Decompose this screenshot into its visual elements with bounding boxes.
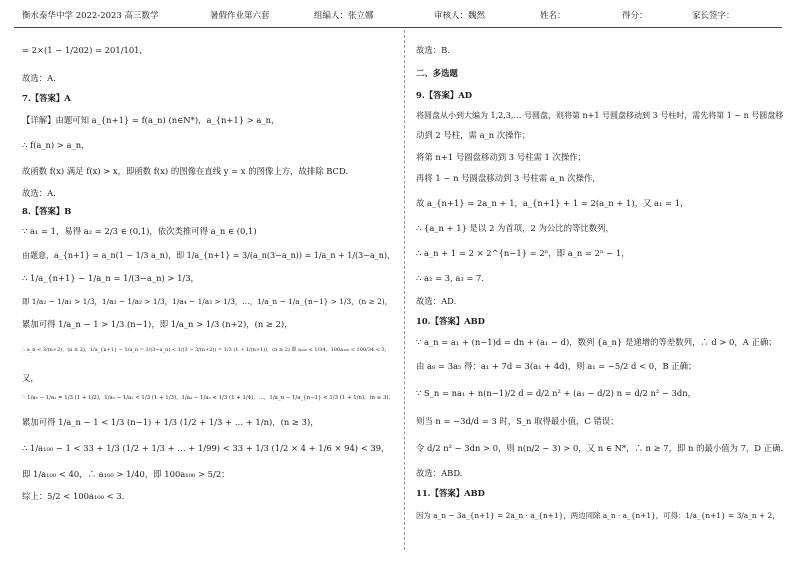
- left-line: ∴ a_n < 3/(n+2)，(n ≥ 2)，1/a_{n+1} − 1/a_n = 1/(3−a_n) < 1/(3 − 3/(n+2)) = 1/3 (1 + 1/(n+1))，(n ≥ 2) 即 a₁₀₀ < 1/34，100a₁₀₀ < 100/34 < 3，: [22, 347, 390, 353]
- reviewer-label: 审核人：魏然: [434, 11, 486, 21]
- left-line: 又，: [22, 373, 39, 383]
- left-line: 即 1/a₂ − 1/a₁ > 1/3，1/a₃ − 1/a₂ > 1/3，1/a₄ − 1/a₃ > 1/3，…，1/a_n − 1/a_{n−1} > 1/3，(n ≥ 2)，: [22, 297, 393, 306]
- right-line: ∴ {a_n + 1} 是以 2 为首项，2 为公比的等比数列，: [416, 223, 614, 233]
- right-line: 故选：AD.: [416, 296, 457, 306]
- right-line: 故选：B.: [416, 45, 450, 55]
- left-line: 综上：5/2 < 100a₁₀₀ < 3.: [22, 491, 125, 501]
- right-line: ∵ S_n = na₁ + n(n−1)/2 d = d/2 n² + (a₁ − d/2) n = d/2 n² − 3dn，: [416, 388, 697, 398]
- right-line: 将第 n+1 号圆盘移动到 3 号柱需 1 次操作；: [416, 152, 586, 162]
- left-line: ∴ 1/a_{n+1} − 1/a_n = 1/(3−a_n) > 1/3，: [22, 273, 199, 283]
- left-line: ∴ f(a_n) > a_n，: [22, 140, 90, 150]
- right-line: 则当 n = −3d/d = 3 时，S_n 取得最小值，C 错误；: [416, 416, 619, 426]
- right-line: 动到 2 号柱，需 a_n 次操作；: [416, 130, 531, 140]
- right-line: ∴ a₂ = 3, a₃ = 7.: [416, 273, 485, 283]
- left-line: 累加可得 1/a_n − 1 < 1/3 (n−1) + 1/3 (1/2 + 1/3 + … + 1/n)，(n ≥ 3)，: [22, 417, 319, 427]
- right-line: 9.【答案】AD: [416, 90, 473, 100]
- left-line: 故选：A.: [22, 188, 56, 198]
- left-line: ∴ 1/a₂ − 1/a₁ = 1/3 (1 + 1/2)，1/a₃ − 1/a₂ < 1/3 (1 + 1/3)，1/a₄ − 1/a₃ < 1/3 (1 + 1/4)，…，1/a_n − 1/a_{n−1} < 1/3 (1 + 1/n)，(n ≥ 3)，: [22, 395, 394, 401]
- right-line: 故选：ABD.: [416, 468, 463, 478]
- assignment-title: 暑假作业第六套: [210, 11, 270, 21]
- score-field-label: 得分：: [622, 11, 648, 21]
- right-line: 再将 1 ~ n 号圆盘移动到 3 号柱需 a_n 次操作，: [416, 173, 601, 183]
- left-line: 8.【答案】B: [22, 206, 72, 216]
- page-header: [0, 0, 794, 28]
- right-line: 11.【答案】ABD: [416, 488, 485, 498]
- right-line: 令 d/2 n² − 3dn > 0，则 n(n/2 − 3) > 0，又 n ∈ N*，∴ n ≥ 7，即 n 的最小值为 7，D 正确.: [416, 443, 784, 453]
- right-line: 10.【答案】ABD: [416, 316, 485, 326]
- right-line: ∴ a_n + 1 = 2 × 2^{n−1} = 2ⁿ，即 a_n = 2ⁿ − 1，: [416, 248, 630, 258]
- right-line: 将圆盘从小到大编为 1,2,3,… 号圆盘，则将第 n+1 号圆盘移动到 3 号柱时，需先将第 1 ~ n 号圆盘移: [416, 111, 784, 120]
- left-column: [22, 33, 398, 553]
- right-line: 由 a₈ = 3a₅ 得：a₁ + 7d = 3(a₁ + 4d)，则 a₁ = −5/2 d < 0，B 正确；: [416, 361, 697, 371]
- name-field-label: 姓名：: [540, 11, 566, 21]
- right-line: 二、多选题: [416, 68, 458, 78]
- left-line: = 2×(1 − 1/202) = 201/101,: [22, 45, 143, 55]
- right-column: [416, 33, 786, 553]
- left-line: 故选：A.: [22, 73, 56, 83]
- parent-signature-label: 家长签字：: [692, 11, 735, 21]
- right-line: 故 a_{n+1} = 2a_n + 1，a_{n+1} + 1 = 2(a_n + 1)，又 a₁ = 1，: [416, 198, 689, 208]
- header-rule: [14, 27, 782, 28]
- left-line: 即 1/a₁₀₀ < 40，∴ a₁₀₀ > 1/40，即 100a₁₀₀ > 5/2；: [22, 469, 230, 479]
- left-line: 故函数 f(x) 满足 f(x) > x，即函数 f(x) 的图像在直线 y = x 的图像上方，故排除 BCD.: [22, 166, 349, 176]
- left-line: 7.【答案】A: [22, 93, 71, 103]
- editor-label: 组编人：张立娜: [314, 11, 374, 21]
- left-line: 由题意，a_{n+1} = a_n(1 − 1/3 a_n)，即 1/a_{n+1} = 3/(a_n(3−a_n)) = 1/a_n + 1/(3−a_n)，: [22, 251, 396, 260]
- right-line: 因为 a_n − 3a_{n+1} = 2a_n · a_{n+1}，两边同除 a_n · a_{n+1}，可得：1/a_{n+1} = 3/a_n + 2，: [416, 511, 780, 520]
- right-line: ∵ a_n = a₁ + (n−1)d = dn + (a₁ − d)，数列 {a_n} 是递增的等差数列，∴ d > 0，A 正确；: [416, 337, 777, 347]
- school-title: 衡水泰华中学 2022-2023 高三数学: [22, 11, 159, 21]
- left-line: ∵ a₁ = 1，易得 a₂ = 2/3 ∈ (0,1)，依次类推可得 a_n ∈ (0,1): [22, 226, 257, 236]
- left-line: 累加可得 1/a_n − 1 > 1/3 (n−1)，即 1/a_n > 1/3 (n+2)，(n ≥ 2)，: [22, 319, 293, 329]
- left-line: ∴ 1/a₁₀₀ − 1 < 33 + 1/3 (1/2 + 1/3 + … + 1/99) < 33 + 1/3 (1/2 × 4 + 1/6 × 94) < 39，: [22, 443, 390, 453]
- column-divider: [404, 30, 405, 550]
- left-line: 【详解】由题可知 a_{n+1} = f(a_n) (n∈N*)，a_{n+1} > a_n，: [22, 115, 280, 125]
